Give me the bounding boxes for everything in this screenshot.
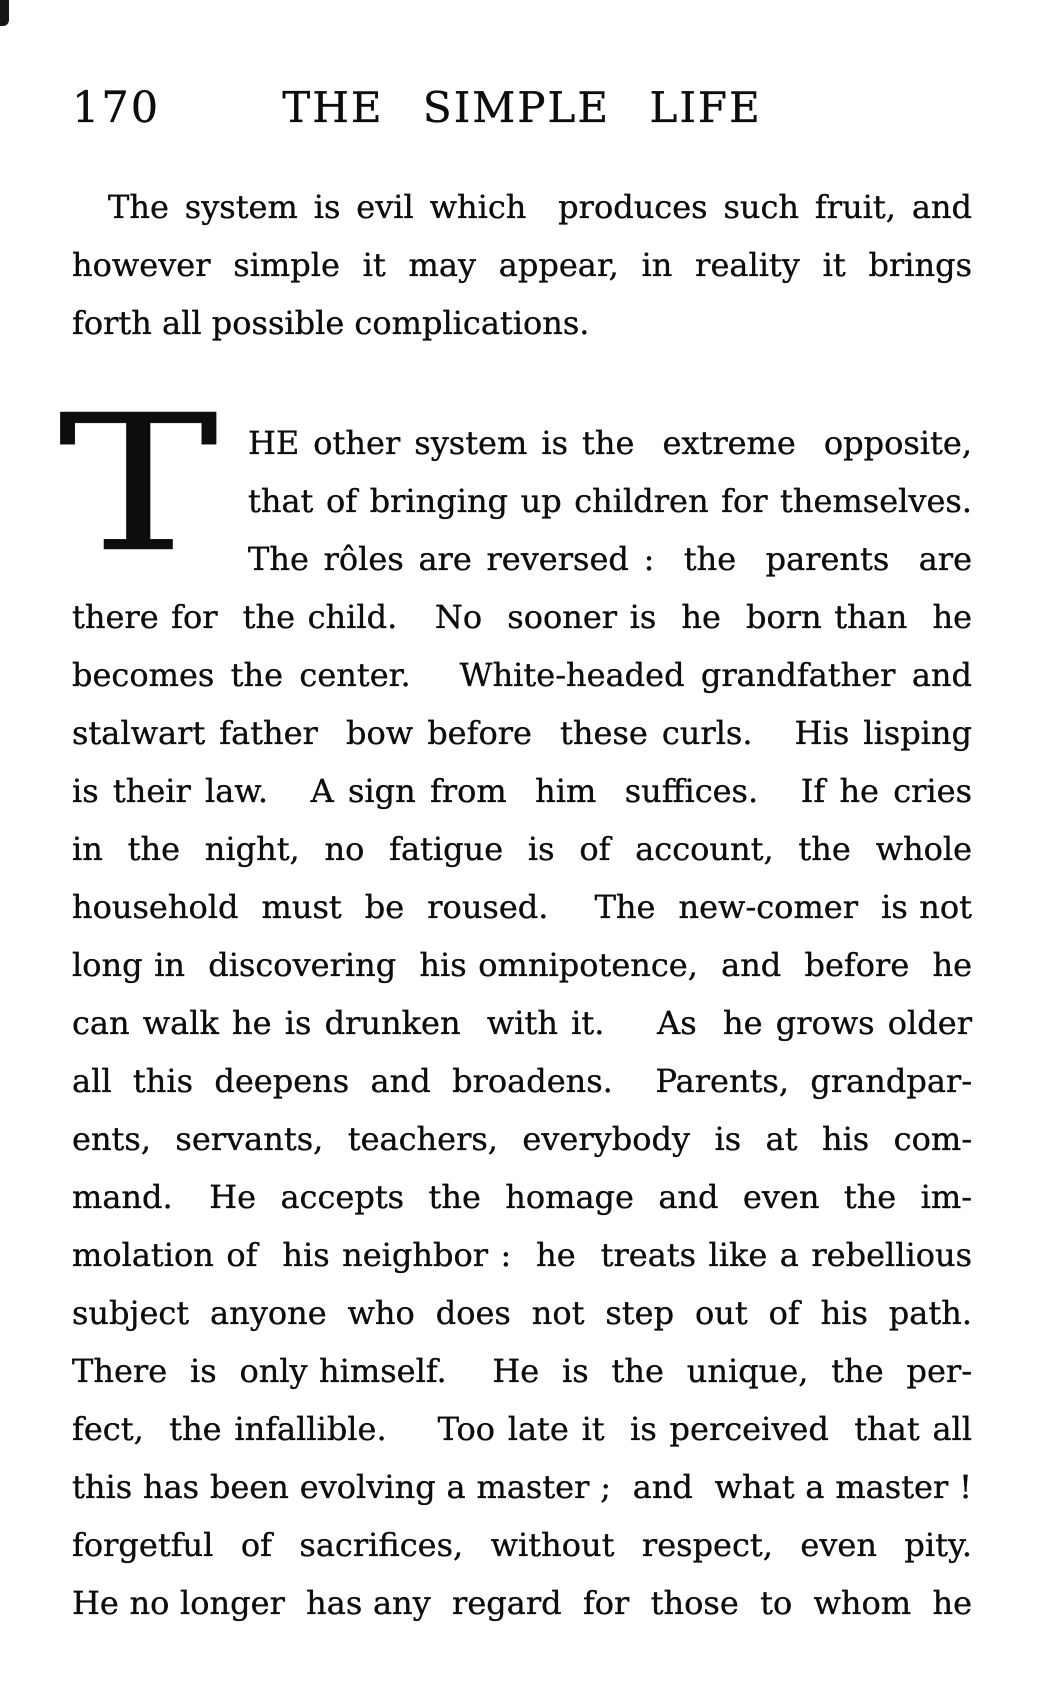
text-line: all this deepens and broadens. Parents, grandpar- [72,1062,972,1100]
text-line: molation of his neighbor : he treats like a rebellious [72,1236,972,1274]
text-line: The rôles are reversed : the parents are [248,540,972,578]
text-line: He no longer has any regard for those to whom he [72,1584,972,1622]
text-line: there for the child. No sooner is he born than he [72,598,972,636]
text-line: in the night, no fatigue is of account, the whole [72,830,972,868]
text-line: long in discovering his omnipotence, and before he [72,946,972,984]
text-line: ents, servants, teachers, everybody is at his com- [72,1120,972,1158]
opening-paragraph [72,178,972,352]
text-line: There is only himself. He is the unique, the per- [72,1352,972,1390]
text-line: that of bringing up children for themselves. [248,482,972,520]
text-line: forth all possible complications. [72,304,590,342]
scan-artifact [0,0,9,26]
text-line: household must be roused. The new-comer is not [72,888,972,926]
text-line: becomes the center. White-headed grandfather and [72,656,972,694]
text-line: mand. He accepts the homage and even the im- [72,1178,972,1216]
drop-cap [58,375,246,594]
body-paragraph [58,375,972,1632]
text-line: however simple it may appear, in reality it brings [72,246,972,284]
text-line: subject anyone who does not step out of his path. [72,1294,972,1332]
drop-cap-letter: T [58,375,219,594]
text-line: is their law. A sign from him suffices. If he cries [72,772,972,810]
text-column [0,84,1050,1632]
page-number: 170 [72,83,161,133]
page-header [72,84,972,134]
text-line: The system is evil which produces such fruit, and [108,188,972,226]
text-line: forgetful of sacrifices, without respect, even pity. [72,1526,972,1564]
text-line: stalwart father bow before these curls. His lisping [72,714,972,752]
text-line: can walk he is drunken with it. As he grows older [72,1004,972,1042]
text-line: this has been evolving a master ; and what a master ! [72,1468,972,1506]
text-line: HE other system is the extreme opposite, [248,424,972,462]
running-title: THE SIMPLE LIFE [282,83,762,132]
text-line: fect, the infallible. Too late it is perceived that all [72,1410,972,1448]
